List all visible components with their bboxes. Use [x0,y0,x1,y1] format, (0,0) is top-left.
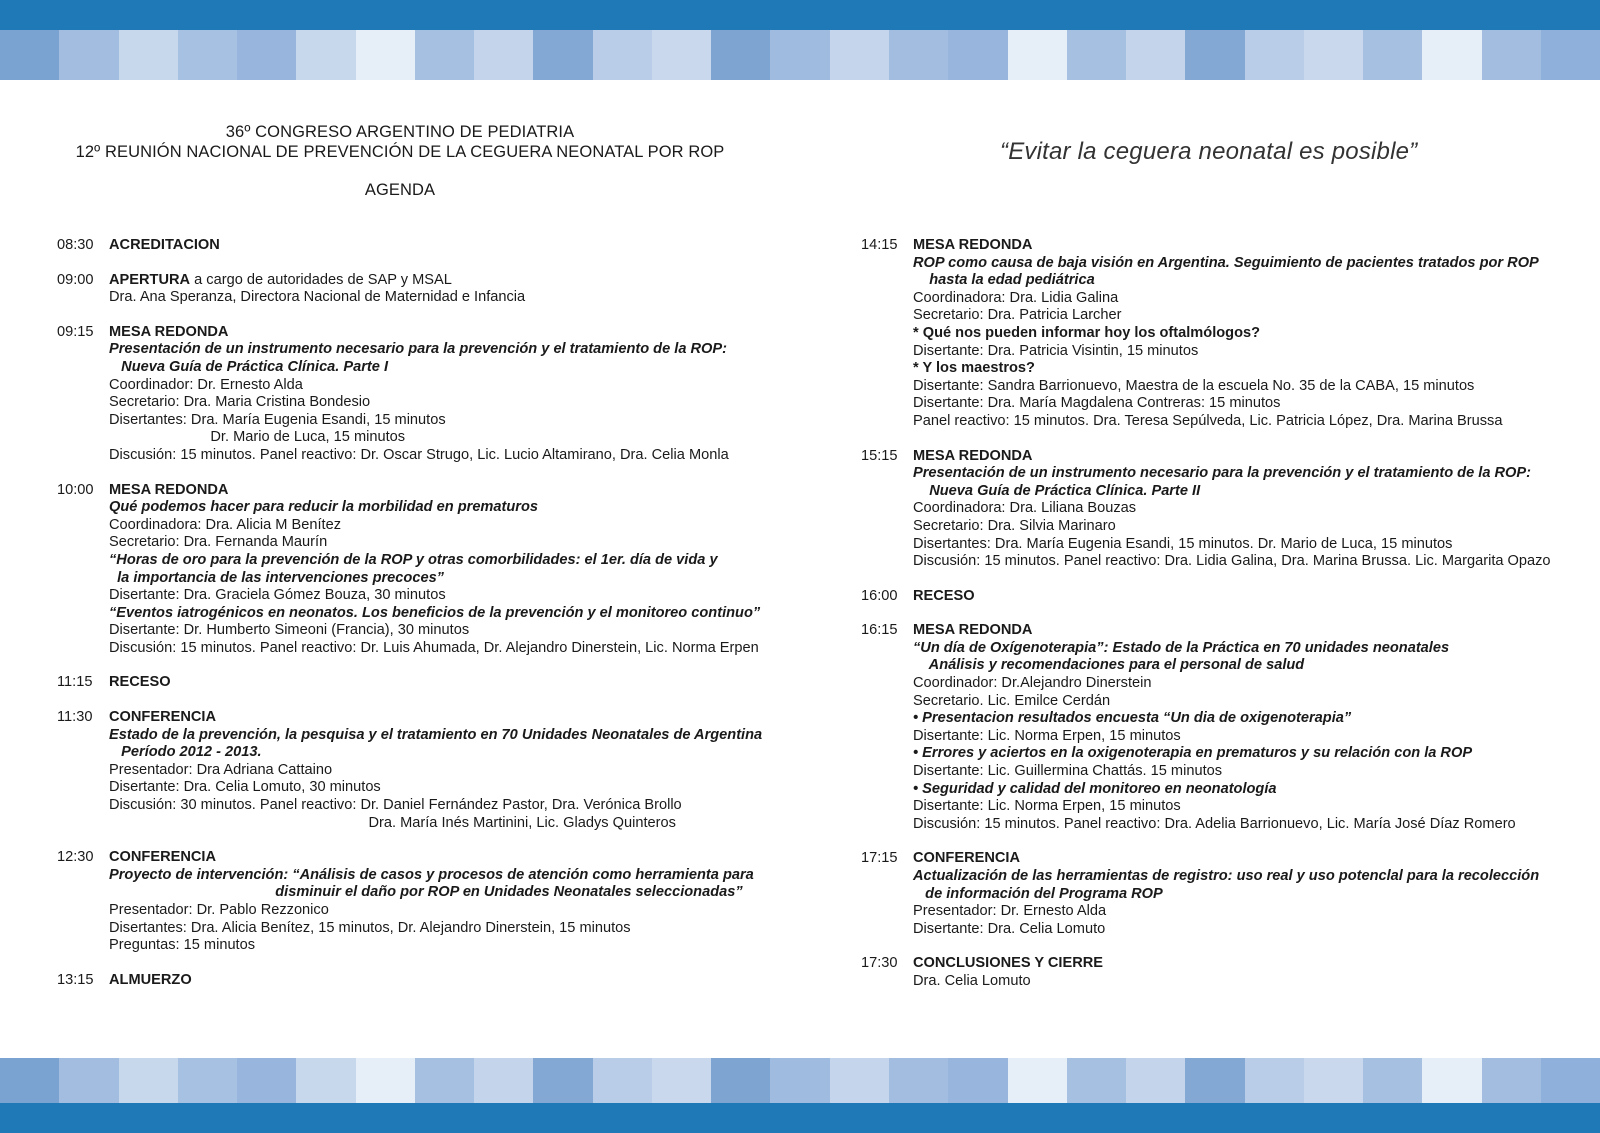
decorative-tile [711,1058,770,1103]
session-line: CONFERENCIA [913,850,1021,867]
decorative-tile [889,1058,948,1103]
session-line: Presentador: Dra Adriana Cattaino [109,761,333,778]
decorative-tile [1304,1058,1363,1103]
session-line: CONFERENCIA [109,849,217,866]
session-line: Dra. Ana Speranza, Directora Nacional de Maternidad e Infancia [109,289,526,306]
session-line: Discusión: 15 minutos. Panel reactivo: Dra. Lidia Galina, Dra. Marina Brussa. Lic. Margarita Opazo [913,553,1551,570]
decorative-tile [1067,30,1126,80]
decorative-tile [237,30,296,80]
session-line-text: a cargo de autoridades de SAP y MSAL [190,271,452,288]
decorative-tile [474,1058,533,1103]
decorative-tile [0,30,59,80]
decorative-tile [119,30,178,80]
session-line: Disertante: Dra. Celia Lomuto [913,920,1106,937]
agenda-session [57,237,797,255]
bottom-tile-strip [0,1058,1600,1103]
session-time: 15:15 [861,447,898,464]
session-line: ROP como causa de baja visión en Argentina. Seguimiento de pacientes tratados por ROP [913,254,1539,271]
session-time: 08:30 [57,237,94,253]
decorative-tile [770,1058,829,1103]
decorative-tile [1126,1058,1185,1103]
session-line: Qué podemos hacer para reducir la morbilidad en prematuros [109,499,539,516]
agenda-session [861,622,1571,833]
session-line: MESA REDONDA [109,323,229,340]
agenda-title: AGENDA [364,181,436,199]
decorative-tile [356,30,415,80]
session-line [109,272,797,290]
session-line: CONCLUSIONES Y CIERRE [913,955,1104,972]
decorative-tile [830,30,889,80]
session-time: 17:30 [861,955,898,972]
session-line: * Y los maestros? [913,360,1035,377]
session-line: MESA REDONDA [913,237,1033,253]
session-line: Disertante: Dra. Celia Lomuto, 30 minutos [109,779,381,796]
session-line: Preguntas: 15 minutos [109,937,256,954]
session-line: Disertante: Dra. María Magdalena Contreras: 15 minutos [913,395,1281,412]
session-line: Secretario: Dra. Fernanda Maurín [109,534,328,551]
decorative-tile [1422,30,1481,80]
session-line: “Eventos iatrogénicos en neonatos. Los beneficios de la prevención y el monitoreo continuo” [109,604,761,621]
session-line: Coordinador: Dr.Alejandro Dinerstein [913,675,1152,692]
top-blue-bar [0,0,1600,30]
decorative-tile [1008,1058,1067,1103]
session-line: Dra. Celia Lomuto [913,972,1031,989]
session-line: ALMUERZO [109,971,192,988]
decorative-tile [533,1058,592,1103]
session-line: Dr. Mario de Luca, 15 minutos [109,429,406,446]
decorative-tile [119,1058,178,1103]
session-time: 13:15 [57,971,94,988]
session-line: Disertante: Dr. Humberto Simeoni (Francia), 30 minutos [109,622,470,639]
session-line: Disertante: Lic. Norma Erpen, 15 minutos [913,798,1181,815]
agenda-session [861,237,1571,431]
session-line: * Qué nos pueden informar hoy los oftalmólogos? [913,324,1261,341]
session-line: MESA REDONDA [109,481,229,498]
session-line: Secretario: Dra. Patricia Larcher [913,307,1122,324]
agenda-session [861,448,1571,571]
session-line: Proyecto de intervención: “Análisis de casos y procesos de atención como herramienta para [109,866,754,883]
agenda-right-column [861,237,1571,1008]
decorative-tile [1541,1058,1600,1103]
session-time: 09:15 [57,323,94,340]
session-line: • Seguridad y calidad del monitoreo en neonatología [913,780,1277,797]
decorative-tile [474,30,533,80]
session-line: Discusión: 15 minutos. Panel reactivo: Dra. Adelia Barrionuevo, Lic. María José Díaz Romero [913,815,1516,832]
bottom-blue-bar [0,1103,1600,1133]
session-line: Coordinador: Dr. Ernesto Alda [109,376,303,393]
session-line: Disertante: Dra. Graciela Gómez Bouza, 30 minutos [109,587,446,604]
decorative-tile [1482,1058,1541,1103]
agenda-session [57,849,797,955]
decorative-tile [1245,30,1304,80]
session-line: Discusión: 15 minutos. Panel reactivo: Dr. Oscar Strugo, Lic. Lucio Altamirano, Dra. Celia Monla [109,446,729,463]
decorative-tile [0,1058,59,1103]
decorative-tile [59,1058,118,1103]
decorative-tile [1304,30,1363,80]
decorative-tile [652,30,711,80]
decorative-tile [1363,1058,1422,1103]
decorative-tile [178,1058,237,1103]
session-line: Presentador: Dr. Ernesto Alda [913,903,1107,920]
decorative-tile [948,1058,1007,1103]
decorative-tile [1482,30,1541,80]
agenda-left-column [57,237,797,1006]
session-line: Disertante: Lic. Norma Erpen, 15 minutos [913,727,1181,744]
session-time: 16:00 [861,587,898,604]
congress-title: 36º CONGRESO ARGENTINO DE PEDIATRIA [225,123,575,141]
session-line: Coordinadora: Dra. Lidia Galina [913,289,1119,306]
decorative-tile [415,30,474,80]
decorative-tile [1067,1058,1126,1103]
decorative-tile [1541,30,1600,80]
motto: “Evitar la ceguera neonatal es posible” [1000,138,1418,165]
session-line: Análisis y recomendaciones para el personal de salud [913,657,1305,674]
session-line: Estado de la prevención, la pesquisa y el tratamiento en 70 Unidades Neonatales de Argentina [109,726,763,743]
decorative-tile [178,30,237,80]
session-time: 11:15 [57,674,93,691]
decorative-tile [652,1058,711,1103]
decorative-tile [1245,1058,1304,1103]
session-line: Dra. María Inés Martinini, Lic. Gladys Quinteros [109,814,676,831]
agenda-session [861,850,1571,938]
decorative-tile [59,30,118,80]
session-line: Coordinadora: Dra. Liliana Bouzas [913,500,1137,517]
meeting-title: 12º REUNIÓN NACIONAL DE PREVENCIÓN DE LA CEGUERA NEONATAL POR ROP [75,143,725,161]
session-line: Discusión: 15 minutos. Panel reactivo: Dr. Luis Ahumada, Dr. Alejandro Dinerstein, Lic. Norma Erpen [109,639,759,656]
session-line: MESA REDONDA [913,622,1033,639]
congress-header [40,122,760,200]
decorative-tile [237,1058,296,1103]
session-line: Secretario. Lic. Emilce Cerdán [913,692,1111,709]
session-line: Discusión: 30 minutos. Panel reactivo: Dr. Daniel Fernández Pastor, Dra. Verónica Brollo [109,797,682,814]
decorative-tile [711,30,770,80]
decorative-tile [889,30,948,80]
decorative-tile [593,30,652,80]
agenda-session [57,972,797,990]
decorative-tile [296,1058,355,1103]
session-line: Actualización de las herramientas de registro: uso real y uso potenclal para la recolección [913,868,1540,884]
session-time: 11:30 [57,709,93,726]
session-time: 12:30 [57,849,94,866]
session-line: Disertante: Dra. Patricia Visintin, 15 minutos [913,342,1199,359]
session-heading-inline: APERTURA [109,271,191,288]
session-line: Secretario: Dra. Maria Cristina Bondesio [109,394,371,411]
session-time: 17:15 [861,850,898,867]
decorative-tile [830,1058,889,1103]
session-line: Disertantes: Dra. María Eugenia Esandi, 15 minutos [109,411,446,428]
session-line: Presentador: Dr. Pablo Rezzonico [109,902,329,918]
agenda-session [57,709,797,832]
decorative-tile [1363,30,1422,80]
decorative-tile [1185,30,1244,80]
session-line: “Horas de oro para la prevención de la ROP y otras comorbilidades: el 1er. día de vida y [109,551,718,568]
session-line: RECESO [109,674,171,691]
top-tile-strip [0,30,1600,80]
session-line: • Presentacion resultados encuesta “Un dia de oxigenoterapia” [913,710,1352,727]
session-line: hasta la edad pediátrica [913,272,1095,289]
agenda-session [57,674,797,692]
session-line: Nueva Guía de Práctica Clínica. Parte II [913,482,1201,499]
session-time: 10:00 [57,481,94,498]
session-line: Disertante: Sandra Barrionuevo, Maestra de la escuela No. 35 de la CABA, 15 minutos [913,377,1475,394]
agenda-session [861,955,1571,990]
session-line: ACREDITACION [109,237,220,253]
session-line: Disertante: Lic. Guillermina Chattás. 15 minutos [913,763,1223,780]
session-line: Secretario: Dra. Silvia Marinaro [913,517,1116,534]
decorative-tile [770,30,829,80]
session-line: disminuir el daño por ROP en Unidades Neonatales seleccionadas” [109,884,743,901]
session-line: Disertantes: Dra. Alicia Benítez, 15 minutos, Dr. Alejandro Dinerstein, 15 minutos [109,919,631,936]
session-line: Nueva Guía de Práctica Clínica. Parte I [109,358,389,375]
decorative-tile [1008,30,1067,80]
session-line: Panel reactivo: 15 minutos. Dra. Teresa Sepúlveda, Lic. Patricia López, Dra. Marina Brussa [913,412,1503,429]
session-line: “Un día de Oxígenoterapia”: Estado de la Práctica en 70 unidades neonatales [913,639,1450,656]
session-line: • Errores y aciertos en la oxigenoterapia en prematuros y su relación con la ROP [913,745,1473,762]
decorative-tile [1126,30,1185,80]
session-line: MESA REDONDA [913,447,1033,464]
agenda-session [57,324,797,465]
agenda-session [861,588,1571,606]
decorative-tile [593,1058,652,1103]
decorative-tile [415,1058,474,1103]
agenda-session [57,482,797,658]
session-time: 14:15 [861,237,898,253]
session-line: la importancia de las intervenciones precoces” [109,569,444,586]
agenda-session [57,272,797,307]
session-line: Presentación de un instrumento necesario para la prevención y el tratamiento de la ROP: [913,465,1531,482]
session-time: 16:15 [861,622,898,639]
session-time: 09:00 [57,271,94,288]
decorative-tile [1422,1058,1481,1103]
decorative-tile [356,1058,415,1103]
session-line: Presentación de un instrumento necesario para la prevención y el tratamiento de la ROP: [109,341,727,358]
decorative-tile [1185,1058,1244,1103]
decorative-tile [948,30,1007,80]
decorative-tile [296,30,355,80]
session-line: CONFERENCIA [109,709,217,726]
session-line: Coordinadora: Dra. Alicia M Benítez [109,516,341,533]
decorative-tile [533,30,592,80]
session-line: RECESO [913,587,975,604]
session-line: Disertantes: Dra. María Eugenia Esandi, 15 minutos. Dr. Mario de Luca, 15 minutos [913,535,1453,552]
session-line: de información del Programa ROP [913,885,1163,902]
session-line: Período 2012 - 2013. [109,744,262,761]
